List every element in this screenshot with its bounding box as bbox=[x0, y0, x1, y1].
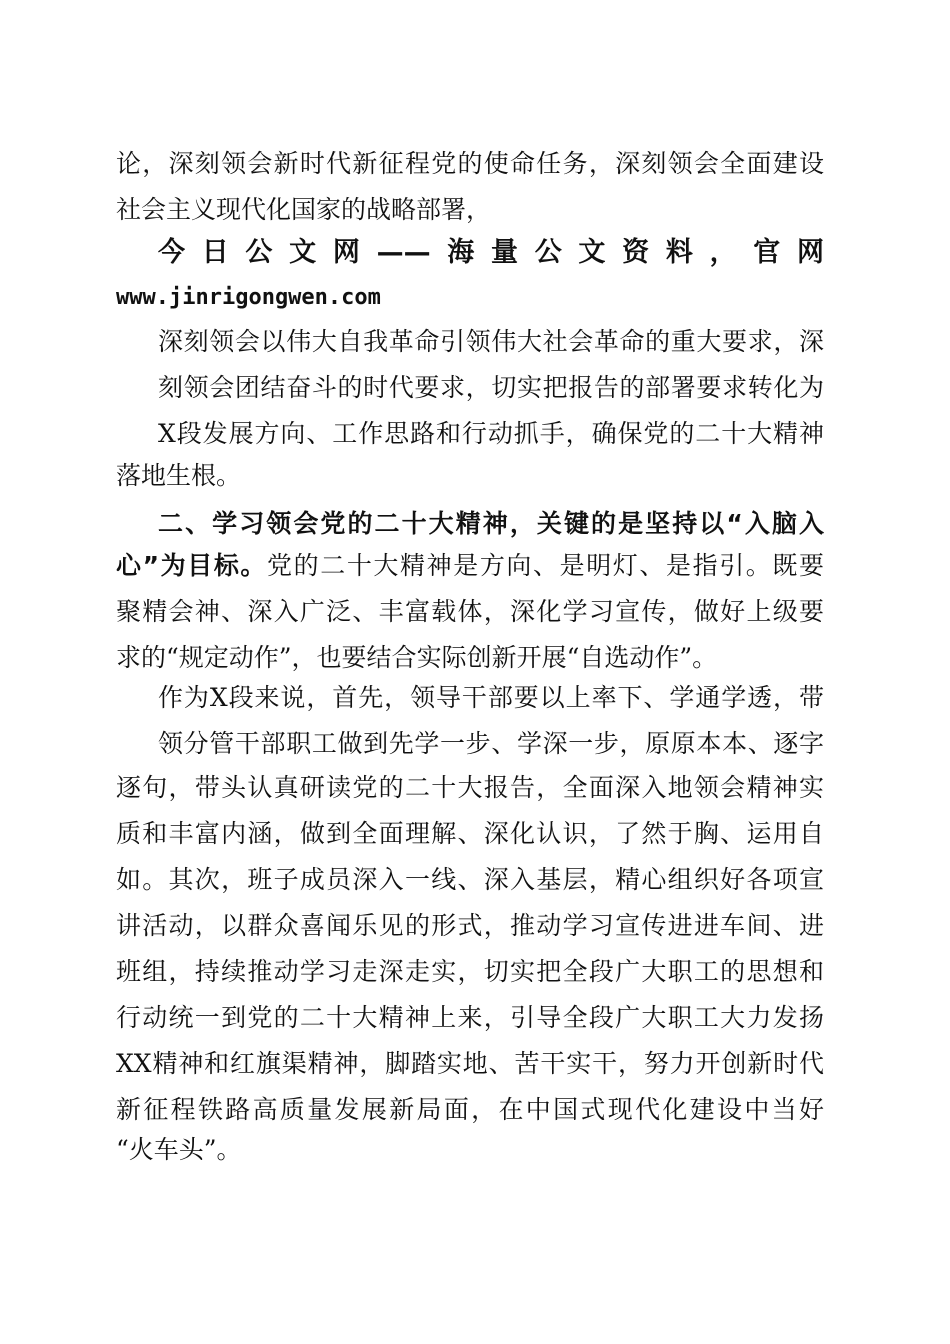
section-text: 党的二十大精神是方向、是明灯、是指引。既要 bbox=[267, 551, 824, 580]
advert-url: www.jinrigongwen.com bbox=[116, 285, 381, 310]
section-heading: 二、学习领会党的二十大精神，关键的是坚持以“入脑入 bbox=[158, 509, 824, 538]
paragraph-line: 深刻领会以伟大自我革命引领伟大社会革命的重大要求，深 bbox=[158, 327, 824, 356]
paragraph-line: 论，深刻领会新时代新征程党的使命任务，深刻领会全面建设 bbox=[116, 149, 824, 178]
paragraph-line: XX精神和红旗渠精神，脚踏实地、苦干实干，努力开创新时代 bbox=[116, 1049, 824, 1078]
paragraph-line: 领分管干部职工做到先学一步、学深一步，原原本本、逐字 bbox=[158, 729, 824, 758]
paragraph-line: 如。其次，班子成员深入一线、深入基层，精心组织好各项宣 bbox=[116, 865, 824, 894]
advert-line: 今日公文网——海量公文资料，官网 bbox=[158, 237, 824, 268]
paragraph-line: 行动统一到党的二十大精神上来，引导全段广大职工大力发扬 bbox=[116, 1003, 824, 1032]
paragraph-line: 刻领会团结奋斗的时代要求，切实把报告的部署要求转化为 bbox=[158, 373, 824, 402]
paragraph-line: 落地生根。 bbox=[116, 461, 242, 490]
section-heading-line2 bbox=[116, 542, 824, 590]
paragraph-line: 社会主义现代化国家的战略部署， bbox=[116, 195, 492, 224]
paragraph-line: 新征程铁路高质量发展新局面，在中国式现代化建设中当好 bbox=[116, 1095, 824, 1124]
paragraph-line: 聚精会神、深入广泛、丰富载体，深化学习宣传，做好上级要 bbox=[116, 597, 824, 626]
paragraph-line: X段发展方向、工作思路和行动抓手，确保党的二十大精神 bbox=[158, 419, 824, 448]
paragraph-line: “火车头”。 bbox=[116, 1135, 242, 1164]
paragraph-line: 逐句，带头认真研读党的二十大报告，全面深入地领会精神实 bbox=[116, 773, 824, 802]
paragraph-line: 求的“规定动作”，也要结合实际创新开展“自选动作”。 bbox=[116, 643, 718, 672]
paragraph-line: 质和丰富内涵，做到全面理解、深化认识，了然于胸、运用自 bbox=[116, 819, 824, 848]
paragraph-line: 讲活动，以群众喜闻乐见的形式，推动学习宣传进进车间、进 bbox=[116, 911, 824, 940]
section-heading-end: 心”为目标。 bbox=[116, 551, 268, 580]
paragraph-line: 班组，持续推动学习走深走实，切实把全段广大职工的思想和 bbox=[116, 957, 824, 986]
paragraph-line: 作为X段来说，首先，领导干部要以上率下、学通学透，带 bbox=[158, 683, 824, 712]
